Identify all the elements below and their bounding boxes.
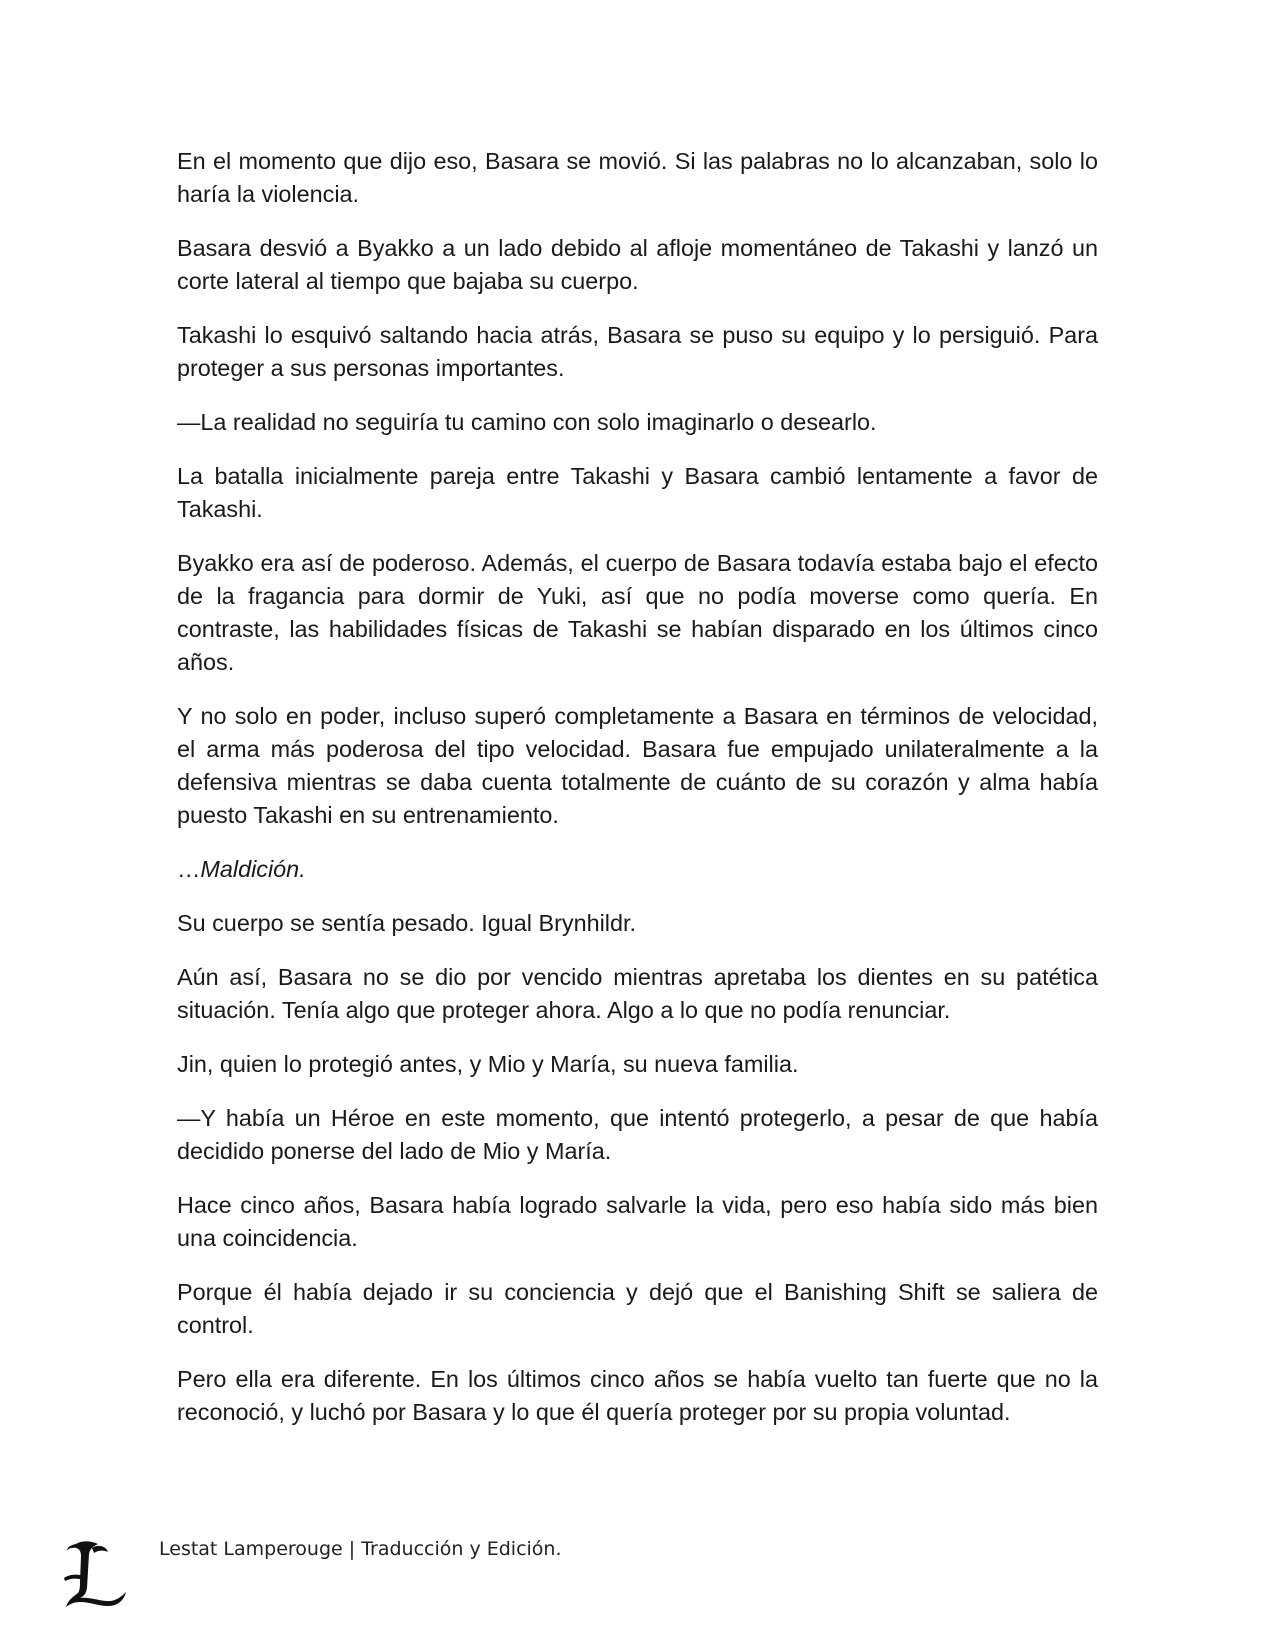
paragraph: En el momento que dijo eso, Basara se movió. Si las palabras no lo alcanzaban, solo lo haría la violencia. <box>177 148 1098 207</box>
italic-paragraph <box>177 853 1098 886</box>
paragraph: Aún así, Basara no se dio por vencido mientras apretaba los dientes en su patética situación. Tenía algo que proteger ahora. Algo a lo que no podía renunciar. <box>177 964 1098 1023</box>
paragraph: Porque él había dejado ir su conciencia y dejó que el Banishing Shift se saliera de control. <box>177 1279 1098 1338</box>
italic-text: Maldición. <box>200 856 306 882</box>
paragraph: Su cuerpo se sentía pesado. Igual Brynhildr. <box>177 910 637 936</box>
ellipsis: … <box>177 856 201 882</box>
gothic-l-logo-icon <box>62 1538 130 1608</box>
paragraph: Byakko era así de poderoso. Además, el cuerpo de Basara todavía estaba bajo el efecto de la fragancia para dormir de Yuki, así que no podía moverse como quería. En contraste, las habilidades físicas de Takashi se habían disparado en los últimos cinco años. <box>177 550 1098 675</box>
paragraph: Hace cinco años, Basara había logrado salvarle la vida, pero eso había sido más bien una coincidencia. <box>177 1192 1098 1251</box>
paragraph: Pero ella era diferente. En los últimos cinco años se había vuelto tan fuerte que no la reconoció, y luchó por Basara y lo que él quería proteger por su propia voluntad. <box>177 1366 1098 1425</box>
page-body <box>177 145 1098 1450</box>
page-footer <box>62 1538 762 1618</box>
paragraph: Y no solo en poder, incluso superó completamente a Basara en términos de velocidad, el arma más poderosa del tipo velocidad. Basara fue empujado unilateralmente a la defensiva mientras se daba cuenta totalmente de cuánto de su corazón y alma había puesto Takashi en su entrenamiento. <box>177 703 1098 828</box>
paragraph: La batalla inicialmente pareja entre Takashi y Basara cambió lentamente a favor de Takashi. <box>177 463 1098 522</box>
paragraph: Jin, quien lo protegió antes, y Mio y María, su nueva familia. <box>177 1051 799 1077</box>
paragraph: Takashi lo esquivó saltando hacia atrás, Basara se puso su equipo y lo persiguió. Para proteger a sus personas importantes. <box>177 322 1098 381</box>
paragraph: —La realidad no seguiría tu camino con solo imaginarlo o desearlo. <box>177 409 877 435</box>
paragraph: —Y había un Héroe en este momento, que intentó protegerlo, a pesar de que había decidido ponerse del lado de Mio y María. <box>177 1105 1098 1164</box>
footer-credit: Lestat Lamperouge | Traducción y Edición. <box>159 1538 562 1560</box>
paragraph: Basara desvió a Byakko a un lado debido al afloje momentáneo de Takashi y lanzó un corte lateral al tiempo que bajaba su cuerpo. <box>177 235 1098 294</box>
